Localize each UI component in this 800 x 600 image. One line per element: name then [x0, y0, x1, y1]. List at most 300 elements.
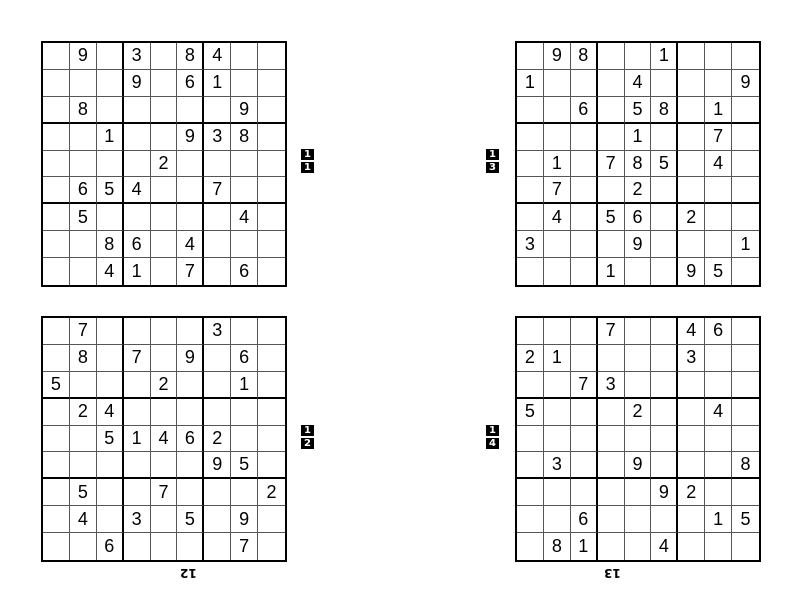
sudoku-cell: 1 — [124, 426, 151, 453]
sudoku-cell — [732, 479, 759, 506]
sudoku-cell — [517, 43, 544, 70]
sudoku-cell — [151, 70, 178, 97]
sudoku-cell — [517, 258, 544, 285]
sudoku-cell — [43, 345, 70, 372]
sudoku-cell: 8 — [70, 345, 97, 372]
sudoku-cell: 5 — [598, 204, 625, 231]
sudoku-grid-12 — [41, 316, 287, 562]
sudoku-cell — [177, 533, 204, 560]
sudoku-cell — [678, 177, 705, 204]
sudoku-cell — [204, 258, 231, 285]
sudoku-cell: 7 — [151, 479, 178, 506]
sudoku-cell — [732, 258, 759, 285]
sudoku-cell: 2 — [625, 399, 652, 426]
sudoku-cell — [151, 124, 178, 151]
sudoku-cell — [177, 372, 204, 399]
sudoku-cell — [258, 43, 285, 70]
sudoku-cell — [70, 124, 97, 151]
sudoku-cell: 9 — [625, 452, 652, 479]
sudoku-cell — [544, 258, 571, 285]
sudoku-cell — [204, 479, 231, 506]
sudoku-cell — [70, 258, 97, 285]
sudoku-cell — [705, 426, 732, 453]
sudoku-cell — [678, 399, 705, 426]
sudoku-cell — [705, 479, 732, 506]
sudoku-cell — [204, 506, 231, 533]
sudoku-cell — [177, 204, 204, 231]
sudoku-cell: 2 — [151, 151, 178, 178]
sudoku-cell: 8 — [732, 452, 759, 479]
sudoku-cell — [705, 43, 732, 70]
sudoku-cell — [705, 372, 732, 399]
sudoku-cell — [705, 533, 732, 560]
sudoku-cell: 4 — [678, 318, 705, 345]
sudoku-cell — [204, 372, 231, 399]
sudoku-cell: 7 — [544, 177, 571, 204]
sudoku-cell: 1 — [124, 258, 151, 285]
sudoku-cell: 3 — [544, 452, 571, 479]
sudoku-cell — [151, 452, 178, 479]
sudoku-cell — [204, 399, 231, 426]
sudoku-cell — [177, 151, 204, 178]
sudoku-cell — [124, 372, 151, 399]
sudoku-cell — [258, 426, 285, 453]
sudoku-cell — [517, 151, 544, 178]
sudoku-cell — [43, 97, 70, 124]
sudoku-cell — [258, 70, 285, 97]
sudoku-cell — [124, 399, 151, 426]
sudoku-cell — [124, 318, 151, 345]
sudoku-cell — [571, 70, 598, 97]
sudoku-cell — [678, 372, 705, 399]
sudoku-cell: 9 — [177, 124, 204, 151]
sudoku-cell: 2 — [258, 479, 285, 506]
sudoku-cell: 9 — [124, 70, 151, 97]
sudoku-cell — [678, 533, 705, 560]
sudoku-cell — [571, 318, 598, 345]
puzzle-number-digit: 1 — [301, 162, 314, 173]
sudoku-cell — [231, 43, 258, 70]
sudoku-cell — [43, 177, 70, 204]
sudoku-cell: 8 — [231, 124, 258, 151]
sudoku-cell — [43, 318, 70, 345]
sudoku-cell — [43, 479, 70, 506]
sudoku-cell — [97, 345, 124, 372]
sudoku-cell: 2 — [151, 372, 178, 399]
sudoku-cell: 4 — [705, 151, 732, 178]
sudoku-cell: 8 — [544, 533, 571, 560]
sudoku-cell — [651, 318, 678, 345]
sudoku-cell — [151, 258, 178, 285]
sudoku-cell — [732, 124, 759, 151]
sudoku-cell — [151, 399, 178, 426]
sudoku-cell — [571, 124, 598, 151]
sudoku-cell: 1 — [544, 151, 571, 178]
sudoku-cell — [732, 426, 759, 453]
sudoku-cell: 3 — [204, 124, 231, 151]
sudoku-grid-13 — [515, 41, 761, 287]
sudoku-cell — [70, 452, 97, 479]
sudoku-cell — [517, 479, 544, 506]
sudoku-cell — [598, 533, 625, 560]
sudoku-cell — [598, 97, 625, 124]
sudoku-cell: 1 — [97, 124, 124, 151]
sudoku-cell — [258, 177, 285, 204]
sudoku-cell — [151, 318, 178, 345]
sudoku-cell — [571, 204, 598, 231]
sudoku-cell — [97, 70, 124, 97]
sudoku-grid-14 — [515, 316, 761, 562]
sudoku-cell: 1 — [204, 70, 231, 97]
sudoku-cell: 7 — [204, 177, 231, 204]
sudoku-cell — [705, 345, 732, 372]
sudoku-cell — [258, 124, 285, 151]
puzzle-number-digit: 4 — [486, 438, 499, 449]
sudoku-cell: 1 — [598, 258, 625, 285]
sudoku-cell — [258, 372, 285, 399]
sudoku-cell — [571, 452, 598, 479]
sudoku-cell — [151, 533, 178, 560]
puzzle-number-digit: 1 — [486, 425, 499, 436]
sudoku-cell — [151, 506, 178, 533]
sudoku-cell — [678, 43, 705, 70]
sudoku-cell — [678, 97, 705, 124]
sudoku-cell: 9 — [177, 345, 204, 372]
sudoku-cell — [97, 151, 124, 178]
sudoku-cell — [204, 151, 231, 178]
sudoku-cell: 7 — [231, 533, 258, 560]
sudoku-cell: 5 — [732, 506, 759, 533]
sudoku-cell — [651, 426, 678, 453]
sudoku-cell — [625, 345, 652, 372]
sudoku-cell — [231, 177, 258, 204]
sudoku-cell: 3 — [124, 506, 151, 533]
sudoku-cell — [705, 204, 732, 231]
sudoku-cell — [517, 124, 544, 151]
sudoku-cell: 6 — [625, 204, 652, 231]
sudoku-cell: 4 — [705, 399, 732, 426]
sudoku-cell — [544, 506, 571, 533]
sudoku-cell — [678, 506, 705, 533]
sudoku-cell: 8 — [571, 43, 598, 70]
sudoku-cell: 5 — [70, 479, 97, 506]
sudoku-cell — [571, 177, 598, 204]
sudoku-cell: 6 — [177, 70, 204, 97]
sudoku-cell — [70, 372, 97, 399]
sudoku-cell — [544, 318, 571, 345]
sudoku-cell: 4 — [97, 399, 124, 426]
sudoku-cell: 9 — [70, 43, 97, 70]
sudoku-cell: 7 — [571, 372, 598, 399]
sudoku-cell — [598, 70, 625, 97]
sudoku-cell — [544, 426, 571, 453]
sudoku-cell: 1 — [651, 43, 678, 70]
puzzle-number-digit: 3 — [486, 162, 499, 173]
sudoku-cell — [517, 204, 544, 231]
sudoku-cell — [517, 426, 544, 453]
sudoku-cell — [204, 533, 231, 560]
sudoku-cell — [678, 452, 705, 479]
sudoku-cell — [571, 231, 598, 258]
sudoku-cell — [517, 372, 544, 399]
sudoku-cell: 2 — [678, 204, 705, 231]
sudoku-cell: 6 — [124, 231, 151, 258]
sudoku-cell — [571, 426, 598, 453]
sudoku-cell — [651, 452, 678, 479]
sudoku-cell — [705, 70, 732, 97]
sudoku-cell — [258, 151, 285, 178]
sudoku-cell — [651, 70, 678, 97]
sudoku-cell — [177, 399, 204, 426]
sudoku-cell — [517, 452, 544, 479]
sudoku-cell — [70, 151, 97, 178]
sudoku-cell — [598, 479, 625, 506]
sudoku-cell — [43, 452, 70, 479]
sudoku-cell: 7 — [70, 318, 97, 345]
sudoku-cell: 3 — [678, 345, 705, 372]
sudoku-cell: 5 — [231, 452, 258, 479]
sudoku-cell: 7 — [177, 258, 204, 285]
sudoku-cell — [231, 399, 258, 426]
sudoku-cell: 7 — [124, 345, 151, 372]
sudoku-cell — [544, 399, 571, 426]
sudoku-cell: 4 — [124, 177, 151, 204]
sudoku-cell — [544, 479, 571, 506]
sudoku-cell — [705, 177, 732, 204]
sudoku-cell — [124, 533, 151, 560]
sudoku-cell — [598, 124, 625, 151]
sudoku-cell — [124, 151, 151, 178]
sudoku-cell — [124, 479, 151, 506]
sudoku-cell: 9 — [544, 43, 571, 70]
sudoku-cell: 8 — [70, 97, 97, 124]
sudoku-cell — [97, 97, 124, 124]
sudoku-cell — [651, 231, 678, 258]
sudoku-cell — [625, 426, 652, 453]
sudoku-cell: 3 — [124, 43, 151, 70]
puzzle-number-12 — [301, 425, 314, 449]
sudoku-cell — [732, 318, 759, 345]
sudoku-cell — [204, 231, 231, 258]
sudoku-cell: 1 — [732, 231, 759, 258]
sudoku-cell — [544, 231, 571, 258]
sudoku-cell — [258, 345, 285, 372]
sudoku-cell — [732, 204, 759, 231]
sudoku-cell: 9 — [204, 452, 231, 479]
sudoku-cell — [598, 506, 625, 533]
sudoku-cell: 4 — [231, 204, 258, 231]
puzzle-number-digit: 1 — [301, 425, 314, 436]
sudoku-cell — [43, 231, 70, 258]
sudoku-cell — [177, 177, 204, 204]
sudoku-cell — [625, 258, 652, 285]
sudoku-cell — [258, 533, 285, 560]
sudoku-cell — [43, 124, 70, 151]
sudoku-cell — [97, 43, 124, 70]
sudoku-cell — [177, 318, 204, 345]
sudoku-cell — [678, 231, 705, 258]
sudoku-cell: 9 — [231, 506, 258, 533]
sudoku-cell — [124, 97, 151, 124]
sudoku-cell: 7 — [705, 124, 732, 151]
sudoku-cell — [43, 426, 70, 453]
sudoku-cell — [625, 318, 652, 345]
sudoku-cell: 5 — [97, 426, 124, 453]
sudoku-cell — [204, 204, 231, 231]
sudoku-cell — [571, 479, 598, 506]
sudoku-cell: 9 — [651, 479, 678, 506]
sudoku-cell — [97, 204, 124, 231]
sudoku-cell — [151, 231, 178, 258]
sudoku-cell — [204, 345, 231, 372]
sudoku-cell: 2 — [678, 479, 705, 506]
sudoku-cell: 6 — [571, 506, 598, 533]
sudoku-cell — [625, 506, 652, 533]
sudoku-cell — [43, 204, 70, 231]
sudoku-cell — [625, 533, 652, 560]
sudoku-cell: 1 — [571, 533, 598, 560]
sudoku-cell — [598, 345, 625, 372]
sudoku-cell: 4 — [625, 70, 652, 97]
sudoku-cell: 1 — [231, 372, 258, 399]
puzzle-number-11 — [301, 149, 314, 173]
sudoku-cell — [258, 399, 285, 426]
sudoku-cell: 3 — [598, 372, 625, 399]
sudoku-cell: 8 — [97, 231, 124, 258]
sudoku-cell — [544, 124, 571, 151]
sudoku-cell — [177, 452, 204, 479]
sudoku-cell — [231, 151, 258, 178]
sudoku-cell — [732, 345, 759, 372]
sudoku-cell: 4 — [204, 43, 231, 70]
sudoku-cell: 4 — [70, 506, 97, 533]
puzzle-number-digit: 1 — [486, 149, 499, 160]
sudoku-cell: 9 — [231, 97, 258, 124]
sudoku-cell: 9 — [732, 70, 759, 97]
sudoku-cell: 6 — [177, 426, 204, 453]
sudoku-cell: 3 — [517, 231, 544, 258]
sudoku-cell: 1 — [544, 345, 571, 372]
sudoku-cell: 9 — [625, 231, 652, 258]
sudoku-cell: 5 — [651, 151, 678, 178]
sudoku-cell — [70, 533, 97, 560]
sudoku-cell — [231, 231, 258, 258]
sudoku-cell — [177, 479, 204, 506]
sudoku-cell: 8 — [625, 151, 652, 178]
sudoku-cell — [517, 97, 544, 124]
sudoku-cell — [124, 204, 151, 231]
sudoku-cell: 1 — [705, 506, 732, 533]
sudoku-cell — [124, 124, 151, 151]
sudoku-cell — [544, 372, 571, 399]
sudoku-cell — [571, 345, 598, 372]
sudoku-cell — [43, 70, 70, 97]
sudoku-cell — [97, 479, 124, 506]
sudoku-cell — [598, 43, 625, 70]
sudoku-cell — [625, 479, 652, 506]
sudoku-cell — [732, 151, 759, 178]
sudoku-cell — [651, 345, 678, 372]
sudoku-cell — [43, 151, 70, 178]
sudoku-cell — [517, 318, 544, 345]
sudoku-cell — [43, 506, 70, 533]
sudoku-cell — [517, 533, 544, 560]
sudoku-cell: 2 — [70, 399, 97, 426]
sudoku-cell — [625, 43, 652, 70]
sudoku-cell — [151, 177, 178, 204]
sudoku-grid-11 — [41, 41, 287, 287]
sudoku-cell — [598, 399, 625, 426]
sudoku-cell — [97, 372, 124, 399]
puzzle-number-14 — [486, 425, 499, 449]
sudoku-cell — [97, 506, 124, 533]
sudoku-cell: 7 — [598, 318, 625, 345]
sudoku-cell — [678, 124, 705, 151]
sudoku-cell: 2 — [625, 177, 652, 204]
sudoku-cell — [598, 177, 625, 204]
sudoku-cell — [231, 479, 258, 506]
sudoku-cell: 4 — [544, 204, 571, 231]
sudoku-cell — [651, 124, 678, 151]
sudoku-cell: 6 — [705, 318, 732, 345]
sudoku-cell: 5 — [517, 399, 544, 426]
puzzle-number-13 — [486, 149, 499, 173]
sudoku-cell — [651, 372, 678, 399]
sudoku-cell — [177, 97, 204, 124]
sudoku-cell: 4 — [151, 426, 178, 453]
sudoku-cell — [678, 70, 705, 97]
sudoku-cell: 5 — [705, 258, 732, 285]
sudoku-cell — [678, 151, 705, 178]
sudoku-cell: 2 — [204, 426, 231, 453]
sudoku-cell — [571, 258, 598, 285]
sudoku-cell — [151, 43, 178, 70]
sudoku-cell — [517, 177, 544, 204]
sudoku-cell — [151, 204, 178, 231]
sudoku-cell — [651, 258, 678, 285]
sudoku-cell: 4 — [651, 533, 678, 560]
sudoku-cell — [204, 97, 231, 124]
sudoku-cell — [97, 452, 124, 479]
sudoku-cell — [231, 426, 258, 453]
puzzle-number-digit: 2 — [301, 438, 314, 449]
sudoku-cell — [544, 97, 571, 124]
sudoku-cell — [43, 533, 70, 560]
sudoku-cell: 7 — [598, 151, 625, 178]
sudoku-cell — [598, 452, 625, 479]
sudoku-cell — [151, 97, 178, 124]
sudoku-cell — [732, 43, 759, 70]
sudoku-cell — [258, 452, 285, 479]
sudoku-cell — [151, 345, 178, 372]
page-number-left: 12 — [180, 566, 197, 580]
sudoku-cell — [258, 318, 285, 345]
sudoku-cell — [70, 426, 97, 453]
sudoku-cell — [544, 70, 571, 97]
sudoku-cell — [571, 399, 598, 426]
sudoku-cell — [732, 177, 759, 204]
page-number-right: 13 — [604, 566, 621, 580]
sudoku-cell — [651, 204, 678, 231]
sudoku-cell — [43, 43, 70, 70]
sudoku-cell: 5 — [43, 372, 70, 399]
sudoku-cell — [258, 231, 285, 258]
sudoku-cell — [97, 318, 124, 345]
sudoku-cell: 1 — [625, 124, 652, 151]
sudoku-cell: 4 — [97, 258, 124, 285]
sudoku-cell — [598, 231, 625, 258]
sudoku-cell — [651, 177, 678, 204]
